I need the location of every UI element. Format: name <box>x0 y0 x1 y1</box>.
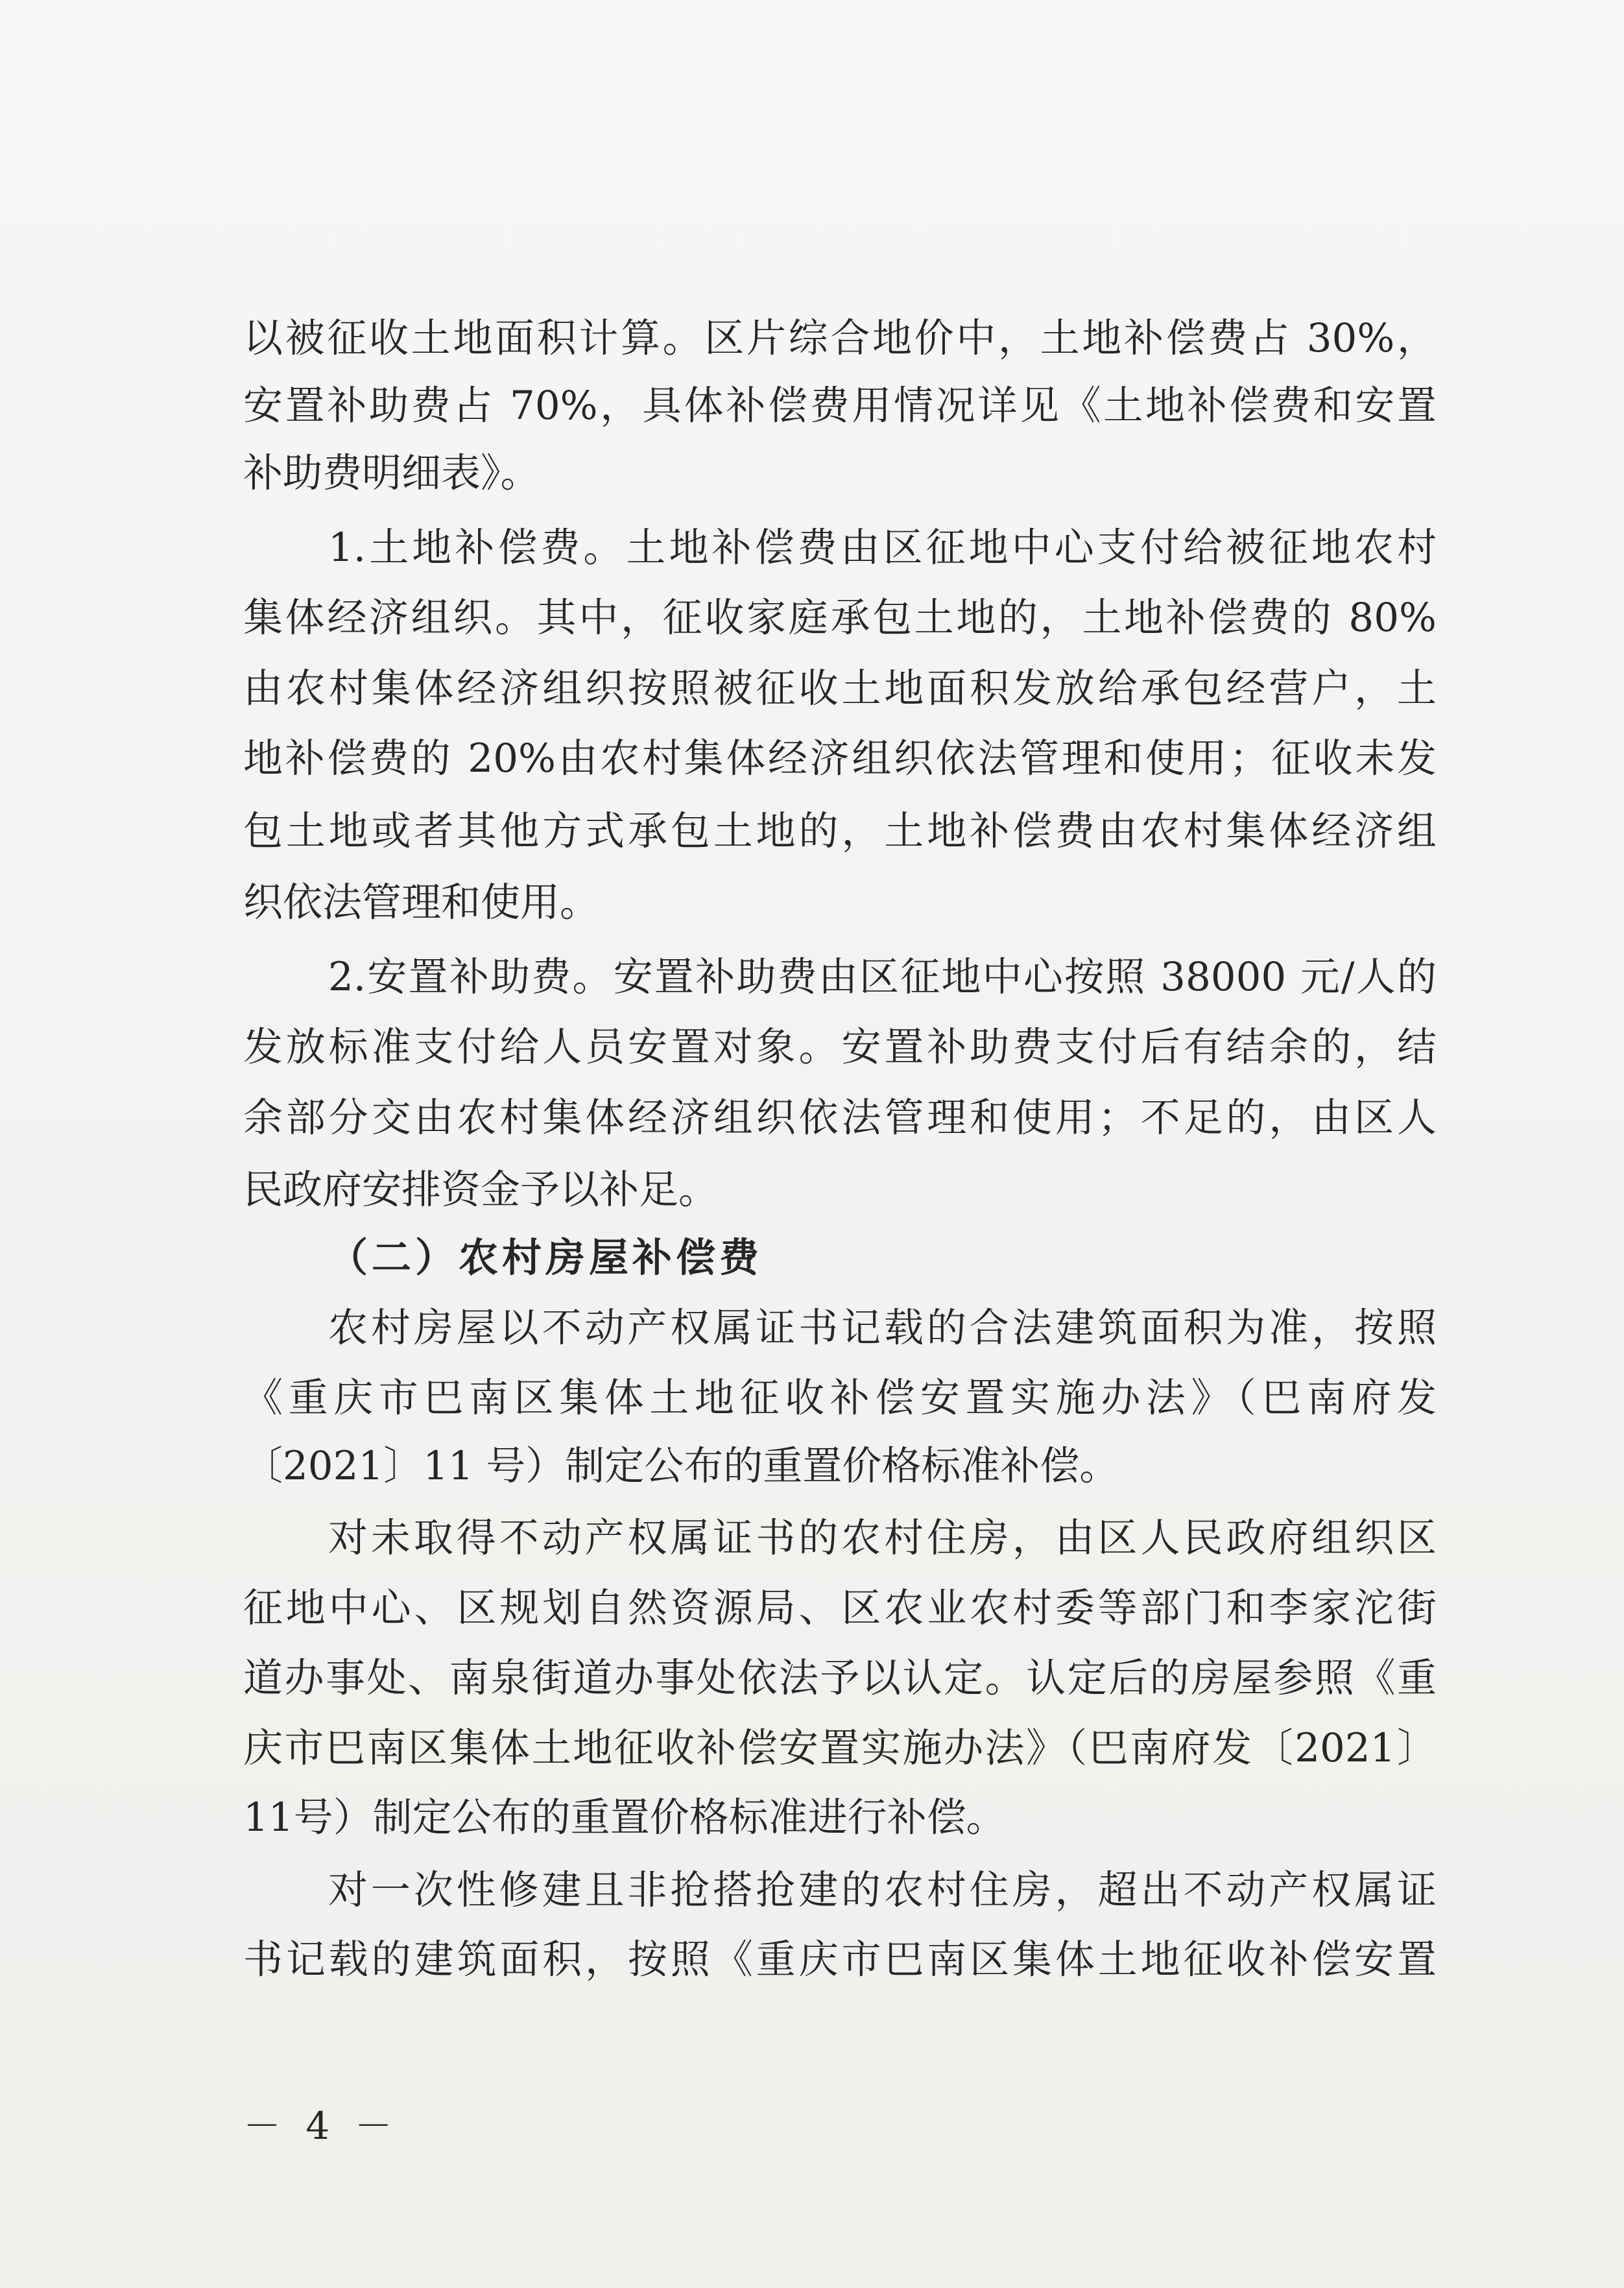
text-line: 农村房屋以不动产权属证书记载的合法建筑面积为准，按照 <box>328 1305 1437 1351</box>
section-heading: （二）农村房屋补偿费 <box>328 1235 763 1281</box>
text-line: 对未取得不动产权属证书的农村住房，由区人民政府组织区 <box>328 1515 1437 1561</box>
text-line: 庆市巴南区集体土地征收补偿安置实施办法》（巴南府发〔2021〕 <box>243 1725 1437 1771</box>
text-line: 11号）制定公布的重置价格标准进行补偿。 <box>243 1794 1006 1841</box>
text-line: 余部分交由农村集体经济组织依法管理和使用；不足的，由区人 <box>243 1095 1437 1141</box>
text-line: 织依法管理和使用。 <box>243 879 600 925</box>
text-line: 集体经济组织。其中，征收家庭承包土地的，土地补偿费的 80% <box>243 595 1437 641</box>
text-line: 地补偿费的 20%由农村集体经济组织依法管理和使用；征收未发 <box>243 735 1437 781</box>
text-line: 对一次性修建且非抢搭抢建的农村住房，超出不动产权属证 <box>328 1867 1437 1913</box>
text-line: 〔2021〕11 号）制定公布的重置价格标准补偿。 <box>243 1443 1119 1489</box>
text-line: 以被征收土地面积计算。区片综合地价中，土地补偿费占 30%， <box>243 315 1437 361</box>
text-line: 1.土地补偿费。土地补偿费由区征地中心支付给被征地农村 <box>328 525 1437 571</box>
text-line: 包土地或者其他方式承包土地的，土地补偿费由农村集体经济组 <box>243 808 1437 854</box>
text-line: 《重庆市巴南区集体土地征收补偿安置实施办法》（巴南府发 <box>243 1375 1437 1421</box>
text-line: 2.安置补助费。安置补助费由区征地中心按照 38000 元/人的 <box>328 954 1437 1000</box>
text-line: 道办事处、南泉街道办事处依法予以认定。认定后的房屋参照《重 <box>243 1655 1437 1701</box>
text-line: 征地中心、区规划自然资源局、区农业农村委等部门和李家沱街 <box>243 1585 1437 1631</box>
text-line: 民政府安排资金予以补足。 <box>243 1167 719 1213</box>
text-line: 发放标准支付给人员安置对象。安置补助费支付后有结余的，结 <box>243 1024 1437 1070</box>
page-number: － 4 － <box>243 2104 399 2148</box>
text-line: 安置补助费占 70%，具体补偿费用情况详见《土地补偿费和安置 <box>243 383 1437 429</box>
text-line: 由农村集体经济组织按照被征收土地面积发放给承包经营户，土 <box>243 665 1437 711</box>
text-line: 补助费明细表》。 <box>243 450 540 496</box>
text-line: 书记载的建筑面积，按照《重庆市巴南区集体土地征收补偿安置 <box>243 1936 1437 1983</box>
